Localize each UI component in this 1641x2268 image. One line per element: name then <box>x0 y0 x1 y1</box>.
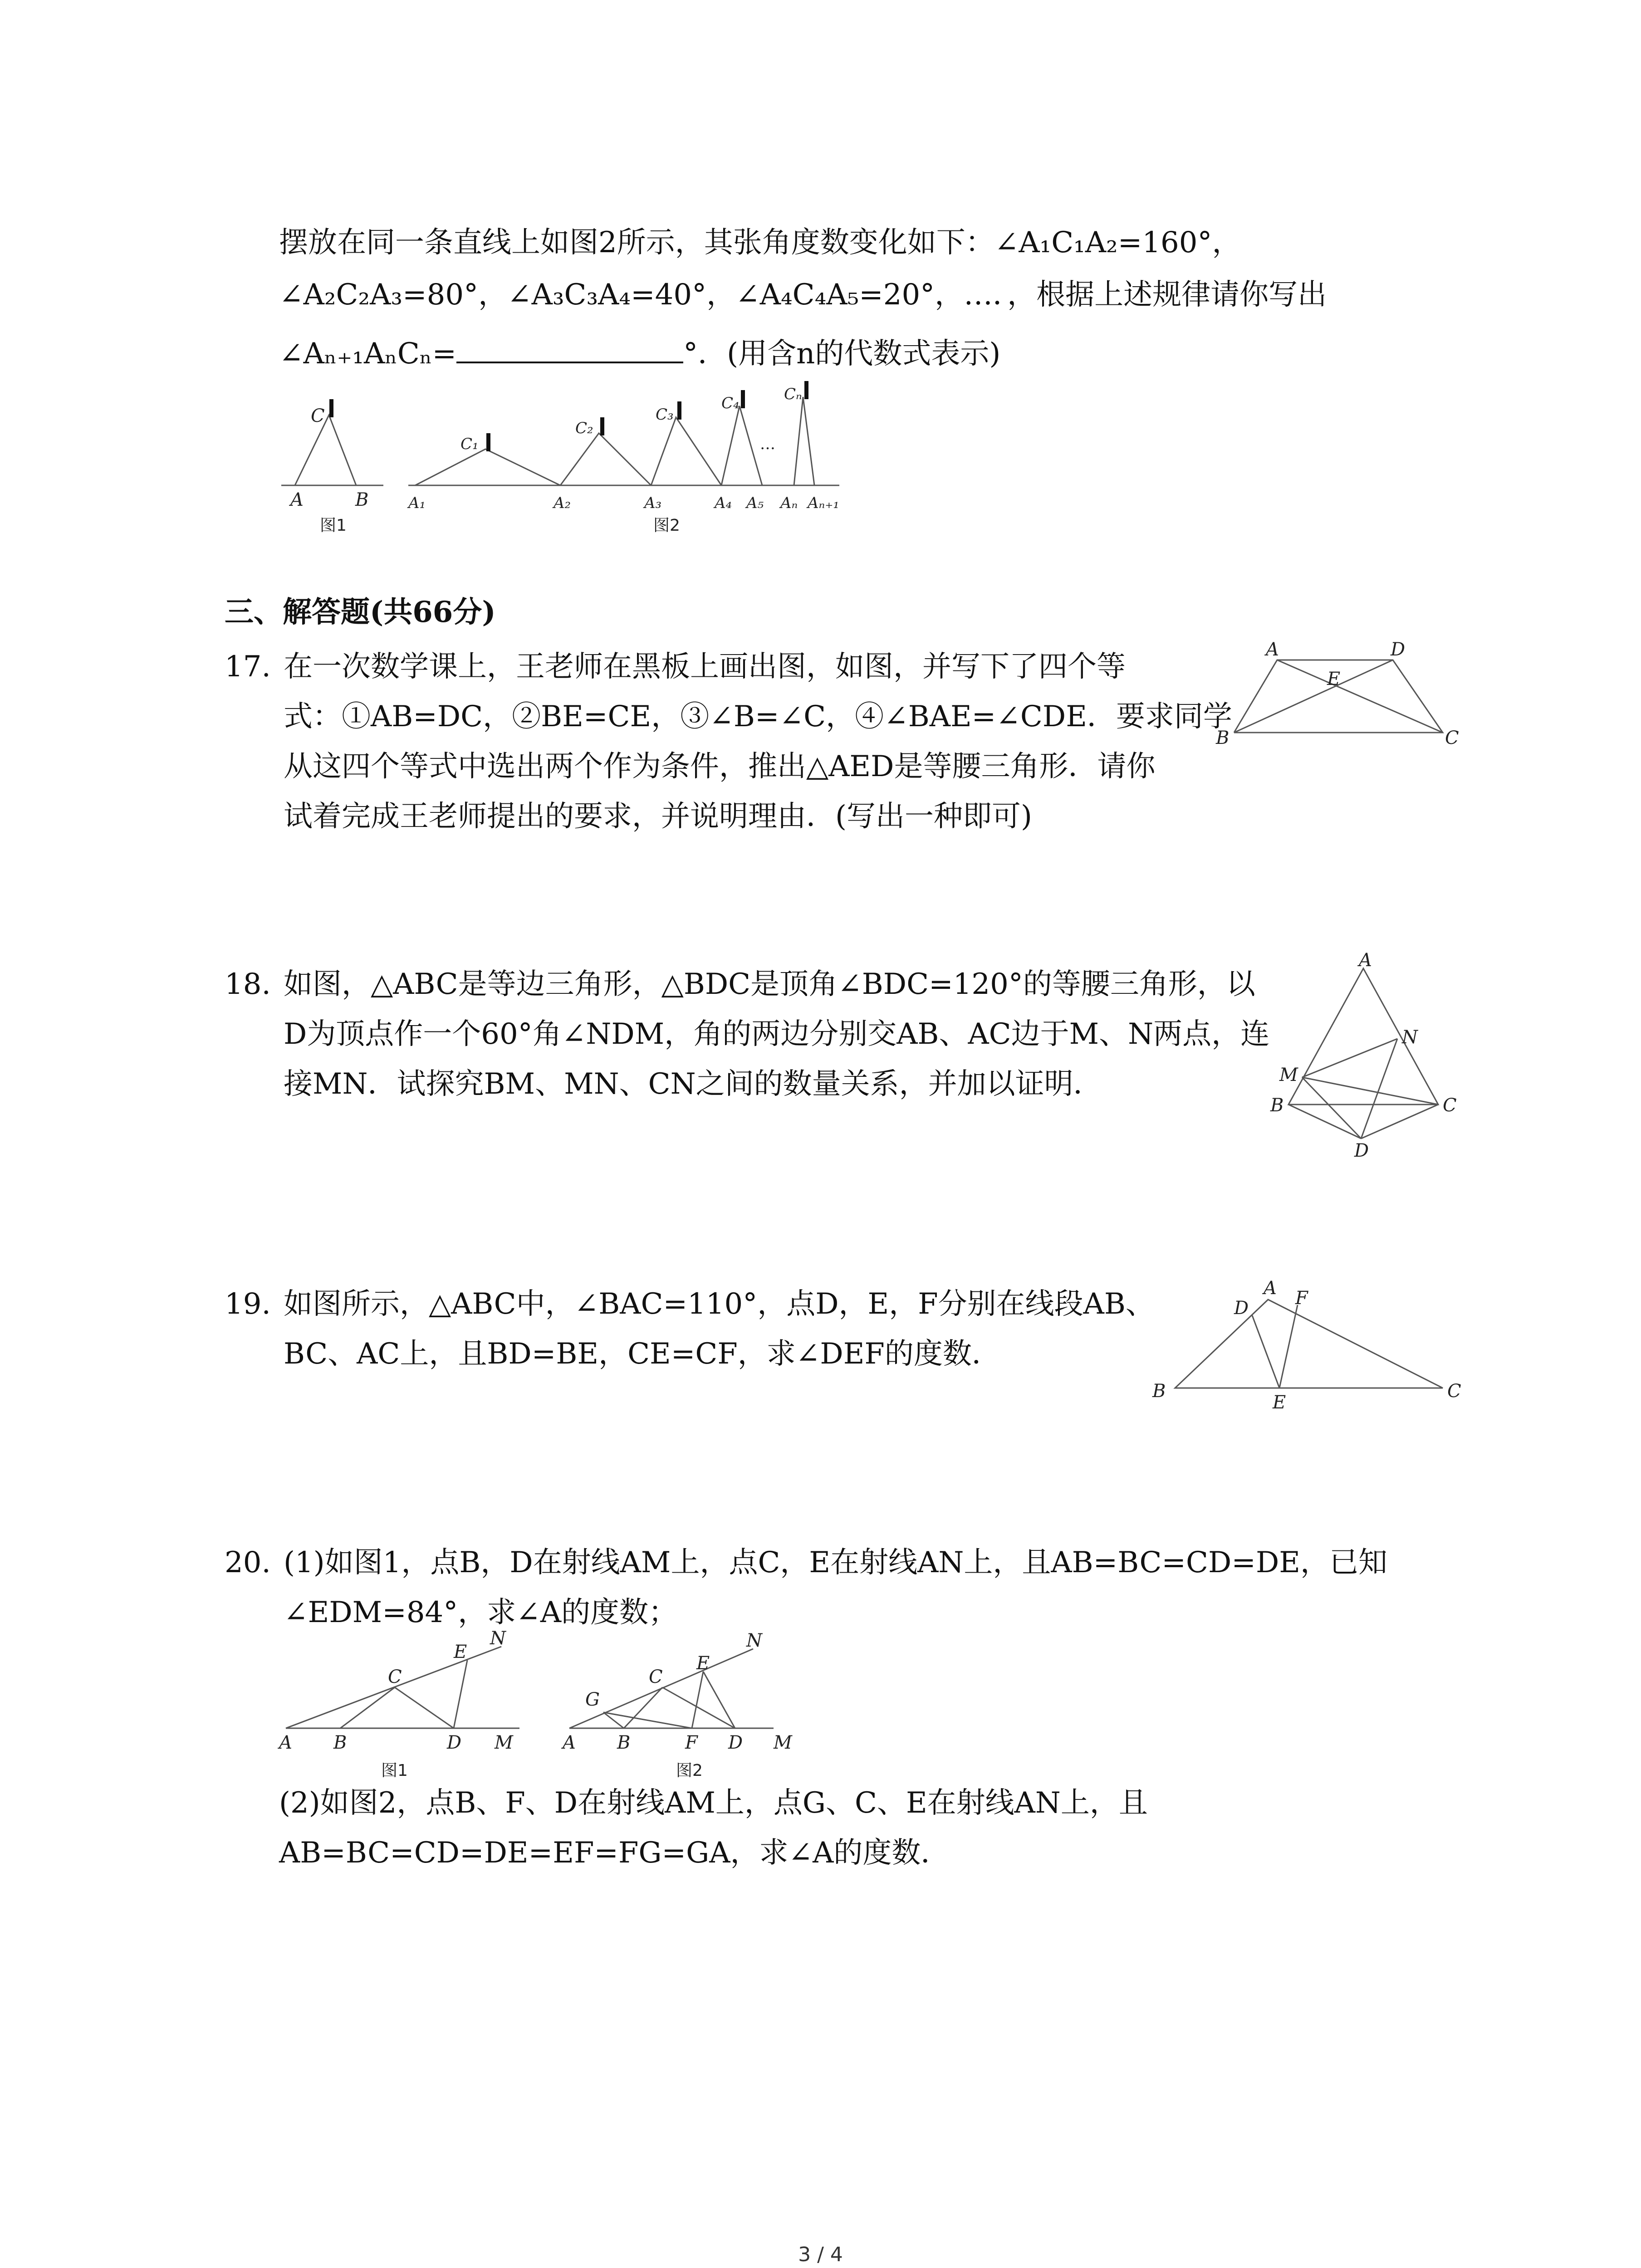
fig2-label-an1: Aₙ₊₁ <box>808 494 839 512</box>
q18-figure <box>1266 950 1465 1163</box>
q19-label-d: D <box>1234 1298 1249 1319</box>
q16-line-1: 摆放在同一条直线上如图2所示，其张角度数变化如下：∠A₁C₁A₂=160°， <box>279 226 1241 259</box>
fig2-ellipsis: … <box>760 435 775 453</box>
q19-label-e: E <box>1273 1392 1286 1413</box>
q18-label-c: C <box>1443 1095 1457 1116</box>
q18-label-n: N <box>1402 1027 1418 1048</box>
q18-label-a: A <box>1359 950 1372 971</box>
q16-line-3 <box>279 333 1000 374</box>
q18-line-3: 接MN．试探究BM、MN、CN之间的数量关系，并加以证明． <box>284 1067 1102 1101</box>
fig2-label-a4: A₄ <box>715 494 732 512</box>
q18-label-d: D <box>1354 1140 1369 1161</box>
q17-label-b: B <box>1216 728 1230 748</box>
q19-text-1: 如图所示，△ABC中，∠BAC=110°，点D，E，F分别在线段AB、 <box>284 1287 1155 1321</box>
fig2-label-c1: C₁ <box>460 435 479 453</box>
q19-label-c: C <box>1447 1381 1461 1402</box>
q17-text-1: 在一次数学课上，王老师在黑板上画出图，如图，并写下了四个等 <box>284 650 1126 684</box>
q20-fig1-label-b: B <box>333 1732 347 1753</box>
q20-fig2-label-a: A <box>563 1732 576 1753</box>
q17-figure <box>1207 637 1461 755</box>
fig2-label-an: Aₙ <box>780 494 798 512</box>
q20-line-3: (2)如图2，点B、F、D在射线AM上，点G、C、E在射线AN上，且 <box>279 1786 1148 1820</box>
q20-fig1-caption: 图1 <box>381 1761 408 1780</box>
q19-number: 19. <box>225 1287 271 1321</box>
q17-number: 17. <box>225 650 271 684</box>
q19-label-f: F <box>1295 1288 1308 1309</box>
q17-line-1 <box>225 646 1126 687</box>
q18-label-b: B <box>1270 1095 1284 1116</box>
q20-fig2-label-n: N <box>746 1630 762 1651</box>
q18-line-2: D为顶点作一个60°角∠NDM，角的两边分别交AB、AC边于M、N两点，连 <box>284 1017 1270 1051</box>
q20-fig2-label-f: F <box>685 1732 698 1753</box>
q16-line-3-post: °．(用含n的代数式表示) <box>683 337 1001 371</box>
fig2-label-c3: C₃ <box>656 406 674 424</box>
q18-text-1: 如图，△ABC是等边三角形，△BDC是顶角∠BDC=120°的等腰三角形，以 <box>284 968 1255 1001</box>
q20-fig1-label-n: N <box>490 1628 506 1649</box>
fig1-caption: 图1 <box>320 516 347 535</box>
q20-fig2-caption: 图2 <box>676 1761 703 1780</box>
fig2-label-cn: Cₙ <box>784 385 802 403</box>
q20-figure-1 <box>272 1628 544 1783</box>
q19-figure <box>1143 1272 1470 1422</box>
fig2-label-a2: A₂ <box>554 494 571 512</box>
q20-fig2-label-e: E <box>696 1653 710 1674</box>
fig1-label-b: B <box>355 489 369 510</box>
q18-line-1 <box>225 964 1255 1005</box>
q18-label-m: M <box>1279 1065 1298 1085</box>
q16-figure-1 <box>272 390 390 544</box>
q16-figure-2 <box>408 381 853 544</box>
fig2-label-c4: C₄ <box>721 394 740 412</box>
q20-fig1-label-d: D <box>447 1732 462 1753</box>
answer-blank <box>456 334 683 363</box>
q16-line-3-pre: ∠Aₙ₊₁AₙCₙ= <box>279 337 457 371</box>
q16-line-2: ∠A₂C₂A₃=80°，∠A₃C₃A₄=40°，∠A₄C₄A₅=20°，…．，根据上述规律请你写出 <box>279 278 1327 312</box>
q18-number: 18. <box>225 968 271 1001</box>
q20-fig1-label-m: M <box>495 1732 513 1753</box>
q20-fig1-label-e: E <box>454 1642 467 1662</box>
q20-line-4: AB=BC=CD=DE=EF=FG=GA，求∠A的度数． <box>279 1836 950 1870</box>
fig2-label-a3: A₃ <box>644 494 662 512</box>
q20-text-1: (1)如图1，点B，D在射线AM上，点C，E在射线AN上，且AB=BC=CD=DE，已知 <box>284 1546 1387 1579</box>
q20-line-2: ∠EDM=84°，求∠A的度数； <box>284 1596 678 1629</box>
section-heading: 三、解答题(共66分) <box>225 595 496 629</box>
q20-line-1 <box>225 1542 1387 1583</box>
fig2-label-a5: A₅ <box>746 494 764 512</box>
page-number: 3 / 4 <box>798 2243 843 2266</box>
q19-line-1 <box>225 1284 1155 1325</box>
q20-fig2-label-m: M <box>774 1732 792 1753</box>
q17-line-2: 式：①AB=DC，②BE=CE，③∠B=∠C，④∠BAE=∠CDE．要求同学 <box>284 700 1232 733</box>
q19-line-2: BC、AC上，且BD=BE，CE=CF，求∠DEF的度数． <box>284 1337 1001 1371</box>
q20-fig1-label-c: C <box>388 1667 402 1687</box>
q17-label-d: D <box>1391 639 1406 660</box>
fig2-label-c2: C₂ <box>575 419 593 437</box>
q17-label-a: A <box>1266 639 1279 660</box>
fig2-label-a1: A₁ <box>408 494 426 512</box>
q20-fig2-label-b: B <box>617 1732 631 1753</box>
fig2-caption: 图2 <box>653 516 680 535</box>
q17-label-e: E <box>1327 669 1341 689</box>
q17-label-c: C <box>1445 728 1459 748</box>
fig1-label-a: A <box>290 489 304 510</box>
q19-label-b: B <box>1152 1381 1166 1402</box>
fig1-label-c: C <box>311 406 325 426</box>
q19-label-a: A <box>1264 1278 1277 1299</box>
q20-fig2-label-g: G <box>585 1689 600 1710</box>
q20-fig1-label-a: A <box>279 1732 292 1753</box>
q17-line-4: 试着完成王老师提出的要求，并说明理由．(写出一种即可) <box>284 800 1032 833</box>
q20-number: 20. <box>225 1546 271 1579</box>
q17-line-3: 从这四个等式中选出两个作为条件，推出△AED是等腰三角形．请你 <box>284 750 1156 783</box>
q20-figure-2 <box>556 1630 828 1783</box>
q20-fig2-label-c: C <box>649 1667 663 1687</box>
q20-fig2-label-d: D <box>728 1732 743 1753</box>
